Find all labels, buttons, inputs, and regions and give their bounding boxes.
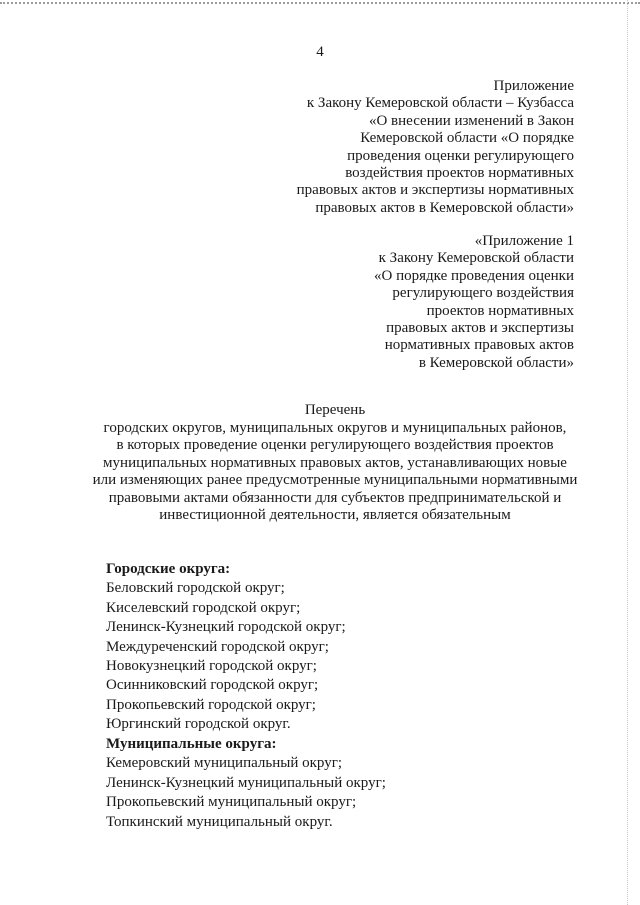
list-heading-line: городских округов, муниципальных округов и муниципальных районов, — [103, 419, 567, 436]
list-item: Новокузнецкий городской округ; — [106, 658, 317, 675]
list-item: Ленинск-Кузнецкий муниципальный округ; — [106, 774, 386, 791]
list-heading-line: муниципальных нормативных правовых актов, устанавливающих новые — [103, 454, 567, 471]
attachment-inner-line: к Закону Кемеровской области — [378, 250, 574, 267]
attachment-main-line: правовых актов и экспертизы нормативных — [296, 182, 574, 199]
list-item: Кемеровский муниципальный округ; — [106, 755, 343, 772]
list-heading-line: инвестиционной деятельности, является обязательным — [159, 507, 511, 523]
attachment-main-line: воздействия проектов нормативных — [345, 165, 574, 182]
attachment-inner-line: правовых актов и экспертизы — [386, 320, 574, 337]
attachment-main-line: «О внесении изменений в Закон — [368, 112, 574, 129]
list-heading-line: или изменяющих ранее предусмотренные муниципальными нормативными — [92, 472, 578, 488]
list-item: Междуреченский городской округ; — [106, 638, 329, 655]
page-number: 4 — [316, 44, 324, 60]
scan-top-edge — [0, 2, 640, 4]
attachment-inner-line: «О порядке проведения оценки — [374, 267, 574, 284]
scan-right-edge — [627, 0, 628, 905]
list-heading-line: правовыми актами обязанности для субъектов предпринимательской и — [108, 489, 562, 506]
list-item: Прокопьевский городской округ; — [106, 696, 316, 713]
attachment-main-line: Кемеровской области «О порядке — [360, 130, 574, 147]
attachment-inner-line: в Кемеровской области» — [418, 354, 574, 371]
list-item: Топкинский муниципальный округ. — [106, 813, 333, 830]
attachment-main-line: к Закону Кемеровской области – Кузбасса — [306, 95, 574, 112]
attachment-header-inner — [374, 233, 574, 372]
attachment-inner-line: «Приложение 1 — [474, 233, 574, 249]
list-heading-title: Перечень — [304, 402, 366, 418]
list-item: Ленинск-Кузнецкий городской округ; — [106, 619, 346, 636]
attachment-inner-line: нормативных правовых актов — [384, 337, 574, 354]
list-heading — [60, 402, 610, 525]
list-item: Юргинский городской округ. — [106, 716, 291, 733]
attachment-main-line: Приложение — [493, 78, 574, 94]
list-item: Прокопьевский муниципальный округ; — [106, 794, 357, 811]
attachment-inner-line: проектов нормативных — [426, 302, 574, 319]
municipal-districts-list — [106, 754, 386, 832]
attachment-header-main — [297, 78, 574, 217]
attachment-main-line: проведения оценки регулирующего — [347, 147, 574, 164]
attachment-inner-line: регулирующего воздействия — [392, 285, 574, 302]
list-item: Киселевский городской округ; — [106, 599, 301, 616]
municipal-districts-section — [106, 735, 386, 832]
attachment-main-line: правовых актов в Кемеровской области» — [315, 199, 574, 216]
list-heading-line: в которых проведение оценки регулирующего воздействия проектов — [116, 437, 554, 453]
municipal-districts-title: Муниципальные округа: — [106, 736, 277, 752]
city-districts-list — [106, 579, 346, 734]
city-districts-title: Городские округа: — [106, 561, 231, 577]
city-districts-section — [106, 560, 346, 735]
list-item: Осинниковский городской округ; — [106, 677, 319, 694]
list-item: Беловский городской округ; — [106, 580, 285, 597]
